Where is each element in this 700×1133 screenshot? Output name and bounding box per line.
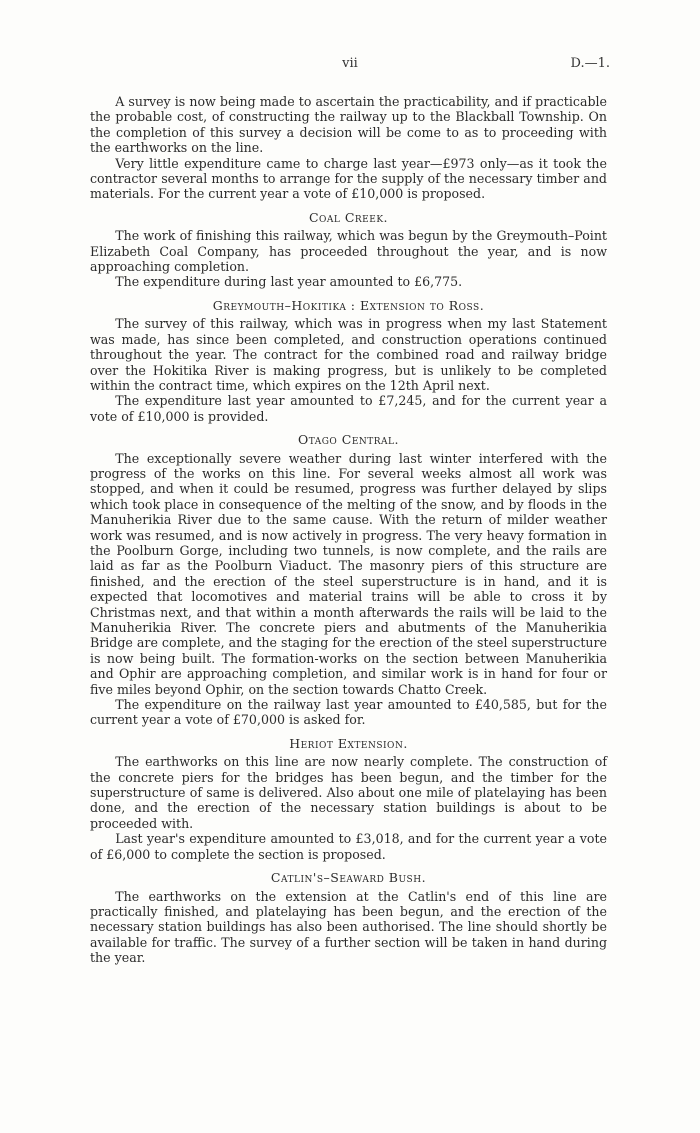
paragraph: The survey of this railway, which was in progress when my last Statement was made, has since been completed, and construction operations continued throughout the year. The contract for the combined road and railway bridge over the Hokitika River is making progress, but is unlikely to be completed within the contract time, which expires on the 12th April next. xyxy=(90,316,607,393)
paragraph: Last year's expenditure amounted to £3,018, and for the current year a vote of £6,000 to complete the section is proposed. xyxy=(90,831,607,862)
paragraph: Very little expenditure came to charge last year—£973 only—as it took the contractor several months to arrange for the supply of the necessary timber and materials. For the current year a vote of £10,000 is proposed. xyxy=(90,155,607,202)
section-heading-catlins-seaward-bush: Catlin's–Seaward Bush. xyxy=(270,870,427,886)
paragraph: The earthworks on this line are now nearly complete. The construction of the concrete piers for the bridges has been begun, and the timber for the superstructure of same is delivered. Also about one mile of platelaying has been done, and the erection of the necessary station buildings is about to be proceeded with. xyxy=(90,754,607,831)
paragraph: A survey is now being made to ascertain the practicability, and if practicable the probable cost, of constructing the railway up to the Blackball Township. On the completion of this survey a decision will be come to as to proceeding with the earthworks on the line. xyxy=(90,94,607,156)
page-number: vii xyxy=(342,56,358,71)
document-body xyxy=(90,94,607,966)
document-reference: D.—1. xyxy=(570,56,610,71)
paragraph: The expenditure last year amounted to £7,245, and for the current year a vote of £10,000 is provided. xyxy=(90,393,607,424)
paragraph: The expenditure during last year amounted to £6,775. xyxy=(115,274,463,290)
paragraph: The expenditure on the railway last year amounted to £40,585, but for the current year a vote of £70,000 is asked for. xyxy=(90,697,607,728)
paragraph: The exceptionally severe weather during last winter interfered with the progress of the works on this line. For several weeks almost all work was stopped, and when it could be resumed, progress was further delayed by slips which took place in consequence of the melting of the snow, and by floods in the Manuherikia River due to the same cause. With the return of milder weather work was resumed, and is now actively in progress. The very heavy formation in the Poolburn Gorge, including two tunnels, is now complete, and the rails are laid as far as the Poolburn Viaduct. The masonry piers of this structure are finished, and the erection of the steel superstructure is in hand, and it is expected that locomotives and material trains will be able to cross it by Christmas next, and that within a month afterwards the rails will be laid to the Manuherikia River. The concrete piers and abutments of the Manuherikia Bridge are complete, and the staging for the erection of the steel superstructure is now being built. The formation-works on the section between Manuherikia and Ophir are approaching completion, and similar work is in hand for four or five miles beyond Ophir, on the section towards Chatto Creek. xyxy=(90,450,607,697)
page-header xyxy=(90,56,610,76)
section-heading-otago-central: Otago Central. xyxy=(297,432,400,448)
section-heading-heriot-extension: Heriot Extension. xyxy=(289,735,408,751)
paragraph: The work of finishing this railway, which was begun by the Greymouth–Point Elizabeth Coal Company, has proceeded throughout the year, and is now approaching completion. xyxy=(90,228,607,275)
section-heading-greymouth-hokitika: Greymouth–Hokitika : Extension to Ross. xyxy=(212,297,485,313)
paragraph: The earthworks on the extension at the Catlin's end of this line are practically finished, and platelaying has been begun, and the erection of the necessary station buildings has also been authorised. The line should shortly be available for traffic. The survey of a further section will be taken in hand during the year. xyxy=(90,888,607,966)
section-heading-coal-creek: Coal Creek. xyxy=(308,209,389,225)
